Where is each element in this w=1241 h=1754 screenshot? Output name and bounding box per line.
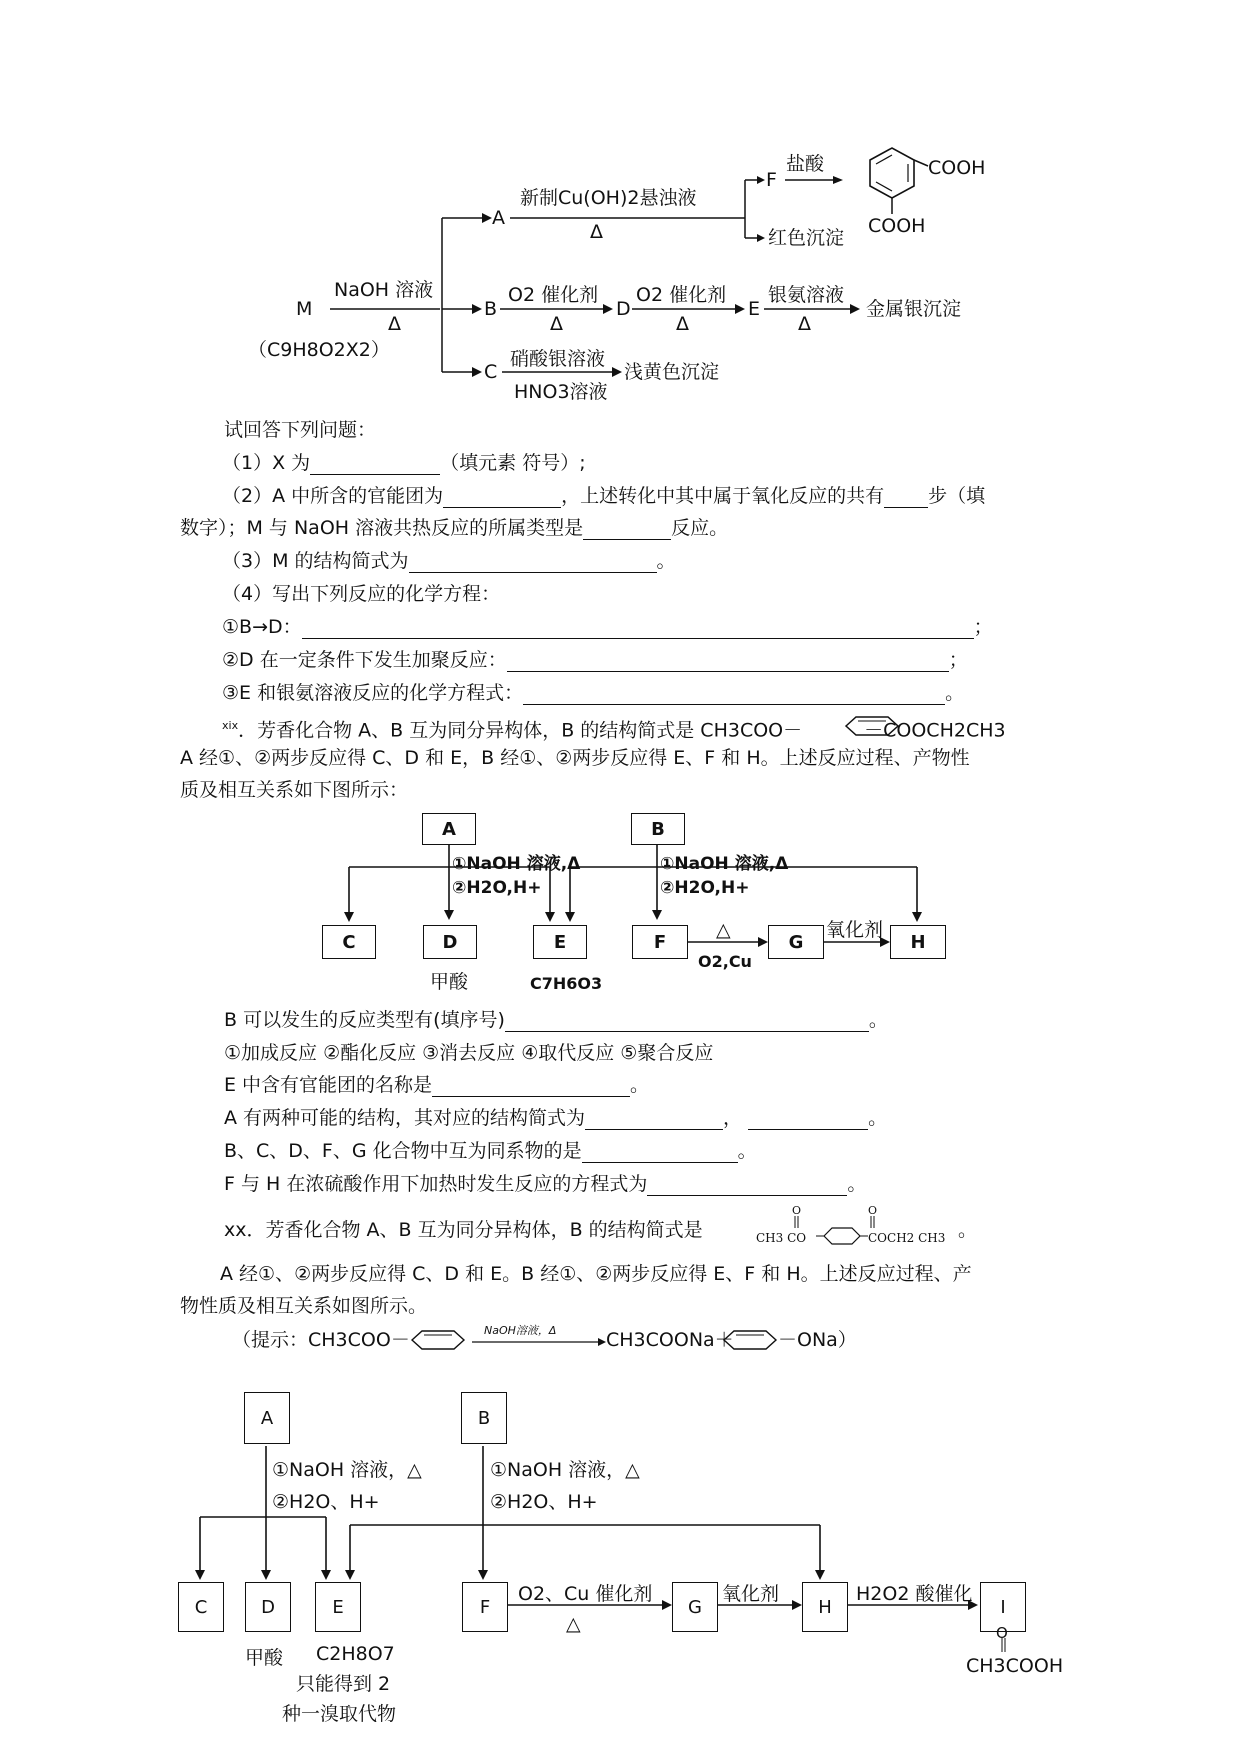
hcl-label: 盐酸 [786,153,825,175]
e-note-line2: 种一溴取代物 [282,1703,397,1725]
condition-naoh: ①NaOH 溶液，△ [490,1459,640,1481]
o2-catalyst-label: O2 催化剂 [636,284,727,306]
box-c: C [178,1582,224,1632]
condition-acid: ②H2O,H+ [452,878,542,898]
delta-label: Δ [676,313,689,335]
compound-c: C [484,361,498,383]
q19-intro-line1: $^{xix}$．芳香化合物 A、B 互为同分异构体，B 的结构简式是 CH3COO－ －COOCH2CH3 [222,719,1006,742]
cooh-bottom: COOH [868,215,926,237]
condition-acid: ②H2O、H+ [272,1491,380,1513]
answer-blank[interactable] [310,454,440,475]
reaction-scheme-3 [0,1380,1241,1680]
delta-label: Δ [388,313,401,335]
oxidant-label: 氧化剂 [722,1583,780,1605]
delta-label: Δ [798,313,811,335]
period: 。 [958,1219,978,1241]
o2-catalyst-label: O2 催化剂 [508,284,599,306]
compound-b: B [484,298,498,320]
compound-e: E [748,298,761,320]
cu-oh-reagent: 新制Cu(OH)2悬浊液 [520,187,697,209]
answer-blank[interactable] [505,1011,869,1032]
box-a: A [244,1392,290,1444]
box-e: E [315,1582,361,1632]
box-e: E [533,925,587,959]
condition-naoh: ①NaOH 溶液,Δ [660,854,789,874]
e-note-line1: 只能得到 2 [296,1673,391,1695]
q18-eq1: ①B→D： ； [222,616,993,638]
ester-group: COCH2 CH3 [868,1231,946,1245]
reaction-scheme-2 [0,800,1241,1040]
q18-part2-cont: 数字）；M 与 NaOH 溶液共热反应的所属类型是 反应。 [180,517,729,539]
naoh-label: NaOH 溶液 [334,279,434,301]
q18-part2: （2）A 中所含的官能团为 ，上述转化中其中属于氧化反应的共有 步（填 [222,485,986,507]
carbonyl-o: O [868,1204,878,1217]
answer-blank[interactable] [507,651,949,672]
q19-options: ①加成反应 ②酯化反应 ③消去反应 ④取代反应 ⑤聚合反应 [224,1042,714,1064]
b-structure [756,1202,956,1250]
q20-hint-b: CH3COONa＋ [606,1329,734,1351]
condition-naoh: ①NaOH 溶液，△ [272,1459,422,1481]
q18-part1: （1）X 为 （填元素 符号）; [222,452,586,474]
condition-acid: ②H2O,H+ [660,878,750,898]
q20-intro-line2: A 经①、②两步反应得 C、D 和 E。B 经①、②两步反应得 E、F 和 H。上述反应过程、产 [220,1263,972,1285]
box-h: H [890,925,946,959]
answer-blank[interactable] [647,1175,847,1196]
reaction-scheme-1 [0,0,1241,420]
q20-intro-line1: xx．芳香化合物 A、B 互为同分异构体，B 的结构简式是 [224,1219,703,1241]
silver-nitrate-label: 硝酸银溶液 [510,348,606,370]
box-c: C [322,925,376,959]
compound-f: F [766,169,777,191]
q19-question-e: F 与 H 在浓硫酸作用下加热时发生反应的方程式为 。 [224,1173,867,1195]
carbonyl-o: O [996,1624,1008,1642]
answer-blank[interactable] [585,1109,723,1130]
q18-eq2: ②D 在一定条件下发生加聚反应： ； [222,649,968,671]
box-b: B [461,1392,507,1444]
acetic-acid-formula: CH3COOH [966,1655,1064,1677]
q18-part3: （3）M 的结构简式为 。 [222,550,676,572]
q19-question-a: B 可以发生的反应类型有(填序号) 。 [224,1009,888,1031]
carbonyl-o: O [792,1204,802,1217]
box-a: A [422,813,476,845]
yellow-precipitate: 浅黄色沉淀 [624,361,720,383]
o2-cu-label: O2,Cu [698,952,752,971]
answer-blank[interactable] [523,684,945,705]
answer-blank[interactable] [884,487,928,508]
silver-precipitate: 金属银沉淀 [866,298,962,320]
q19-intro-line2: A 经①、②两步反应得 C、D 和 E，B 经①、②两步反应得 E、F 和 H。上述反应过程、产物性 [180,747,970,769]
acetyl-group: CH3 CO [756,1231,807,1245]
q19-question-d: B、C、D、F、G 化合物中互为同系物的是 。 [224,1140,757,1162]
q19-question-c: A 有两种可能的结构，其对应的结构简式为 ， 。 [224,1107,888,1129]
box-d: D [423,925,477,959]
q18-intro: 试回答下列问题： [224,419,377,441]
box-g: G [768,925,824,959]
oxidant-label: 氧化剂 [826,919,884,941]
compound-a: A [492,207,505,229]
e-formula: C7H6O3 [530,974,603,993]
answer-blank[interactable] [432,1076,630,1097]
hno3-label: HNO3溶液 [514,381,608,403]
delta-label: Δ [590,221,603,243]
formic-acid-label: 甲酸 [245,1647,284,1669]
box-f: F [462,1582,508,1632]
box-f: F [632,925,688,959]
condition-naoh: ①NaOH 溶液,Δ [452,854,581,874]
q20-hint-c: －ONa） [778,1329,857,1351]
q18-part4: （4）写出下列反应的化学方程： [222,583,501,605]
q20-hint-a: （提示：CH3COO－ [232,1329,410,1351]
box-i: I [980,1582,1026,1632]
delta-label: △ [566,1613,581,1635]
q19-intro-line3: 质及相互关系如下图所示： [180,779,409,801]
answer-blank[interactable] [582,1142,738,1163]
q18-eq3: ③E 和银氨溶液反应的化学方程式： 。 [222,682,965,704]
h2o2-acid-catalyst-label: H2O2 酸催化 [856,1583,973,1605]
box-g: G [672,1582,718,1632]
q19-question-b: E 中含有官能团的名称是 。 [224,1074,650,1096]
silver-ammonia-label: 银氨溶液 [768,284,845,306]
answer-blank[interactable] [443,487,561,508]
compound-m-formula: （C9H8O2X2） [248,339,390,361]
answer-blank[interactable] [302,618,974,639]
o2-cu-catalyst-label: O2、Cu 催化剂 [518,1583,653,1605]
hint-condition: NaOH溶液，Δ [484,1324,557,1337]
benzene-ring-icon [842,714,902,738]
delta-label: Δ [550,313,563,335]
answer-blank[interactable] [583,519,671,540]
q20-intro-line3: 物性质及相互关系如图所示。 [180,1295,428,1317]
compound-m: M [296,298,313,320]
formic-acid-label: 甲酸 [430,971,469,993]
e-formula: C2H8O7 [316,1643,395,1665]
answer-blank[interactable] [748,1109,868,1130]
cooh-top: COOH [928,157,986,179]
box-h: H [802,1582,848,1632]
condition-acid: ②H2O、H+ [490,1491,598,1513]
delta-label: △ [716,919,731,941]
red-precipitate: 红色沉淀 [768,227,845,249]
compound-d: D [616,298,631,320]
box-b: B [631,813,685,845]
box-d: D [245,1582,291,1632]
answer-blank[interactable] [409,552,657,573]
